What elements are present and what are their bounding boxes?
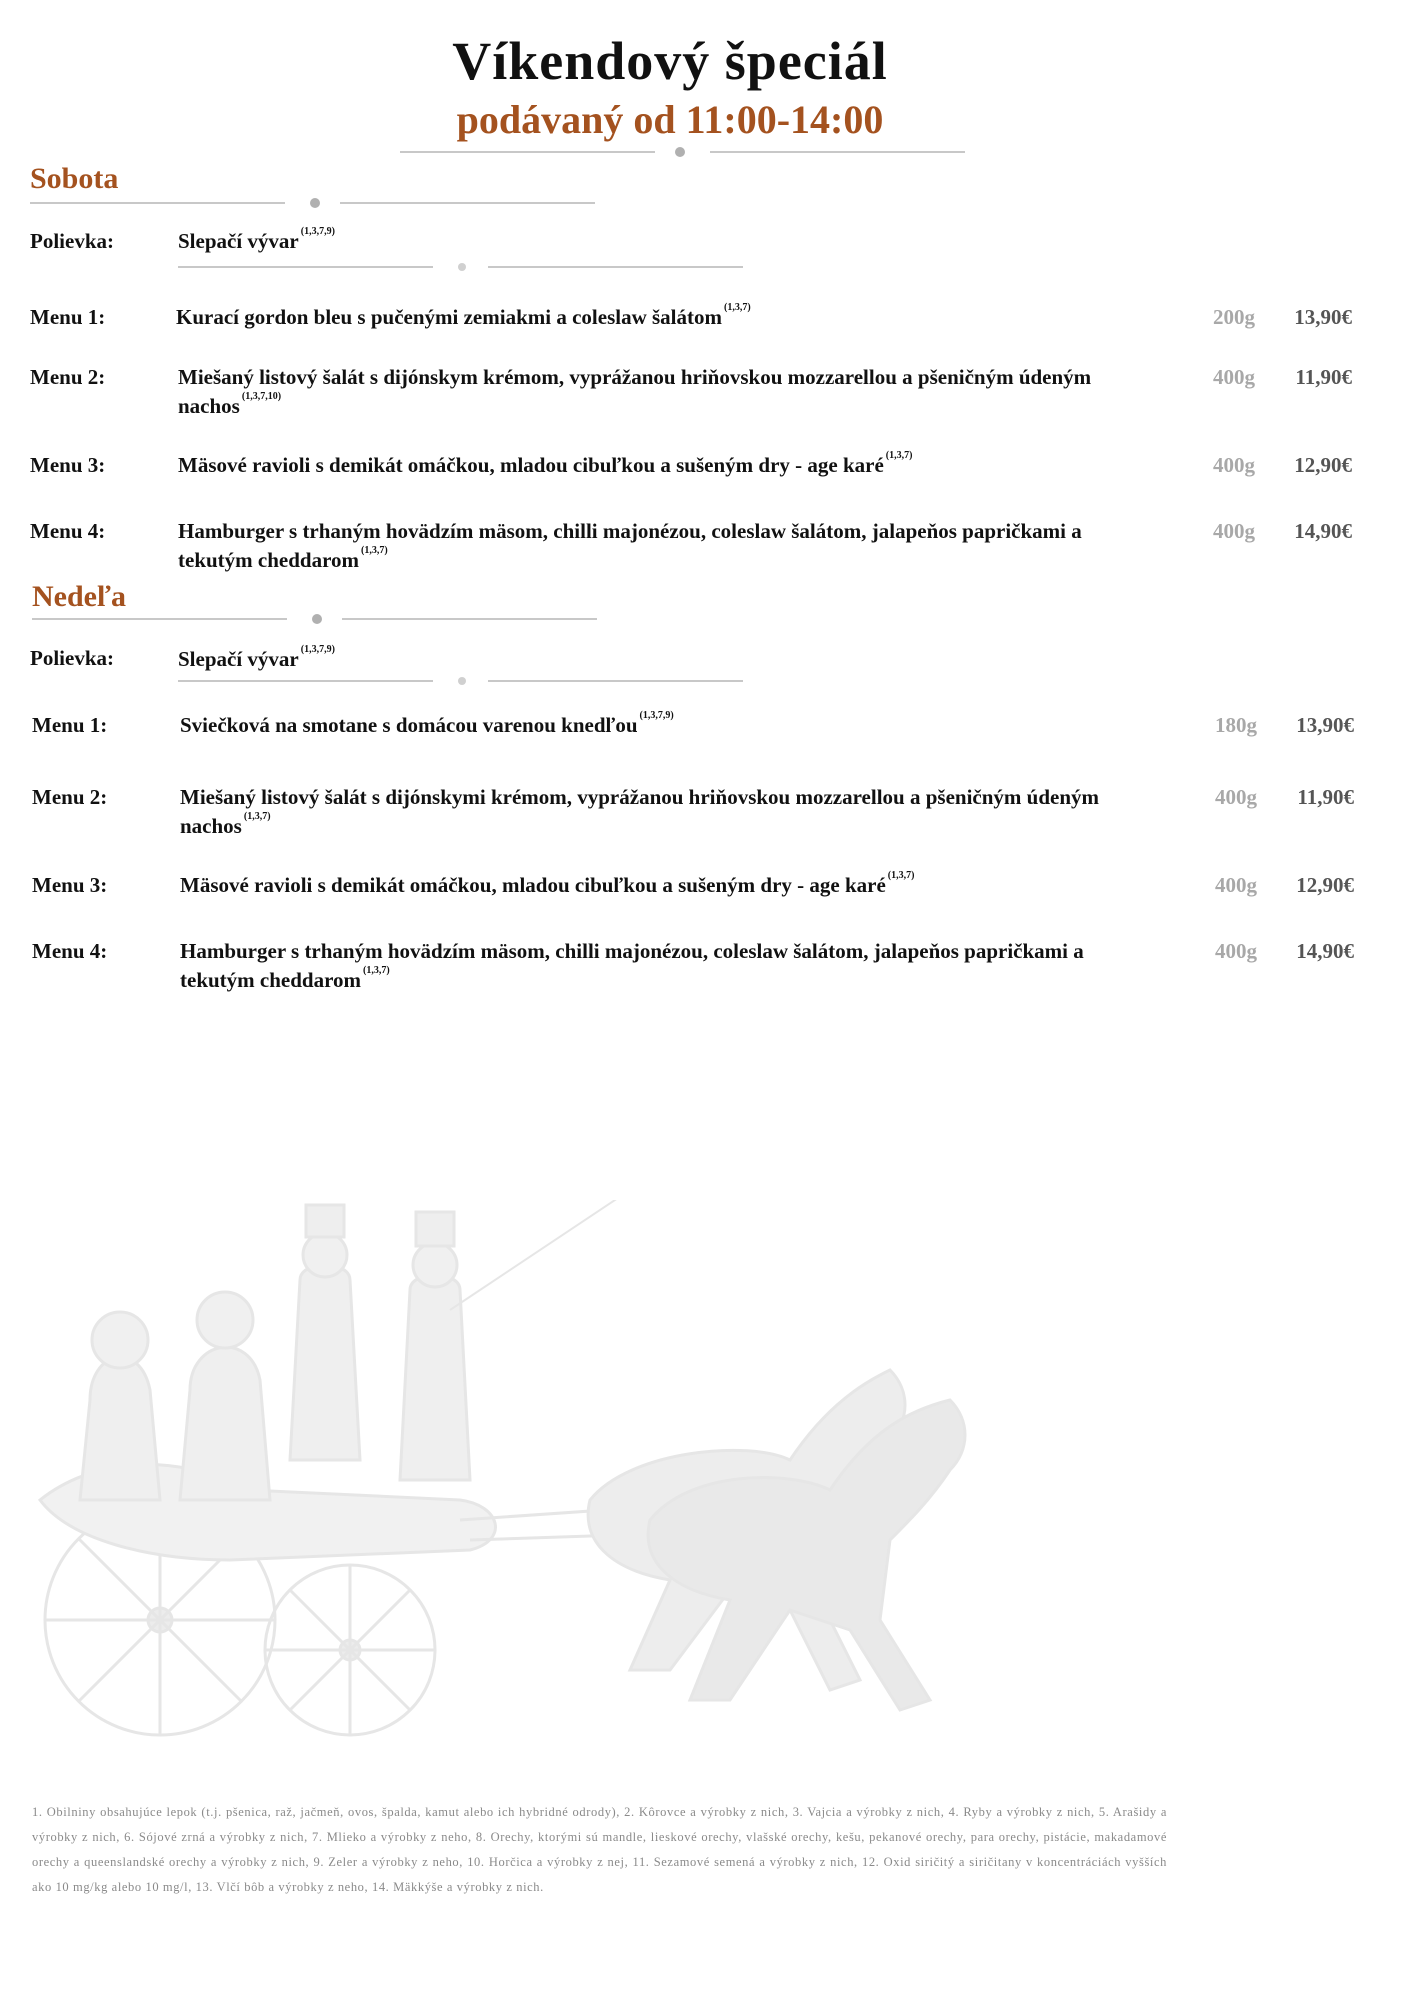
menu-label: Menu 3: xyxy=(30,453,106,477)
allergen-codes: (1,3,7) xyxy=(361,545,388,556)
menu-description: Sviečková na smotane s domácou varenou knedľou $^{(1,3,7,9)}$ xyxy=(180,710,674,737)
soup-label: Polievka: xyxy=(30,646,114,670)
allergen-codes: (1,3,7) xyxy=(885,450,913,461)
menu-price: 13,90€ xyxy=(1296,713,1354,737)
menu-price: 12,90€ xyxy=(1294,453,1352,477)
soup-divider xyxy=(178,680,748,682)
allergen-codes: (1,3,7) xyxy=(723,302,751,313)
allergen-codes: (1,3,7) xyxy=(887,870,915,881)
allergen-codes: (1,3,7,10) xyxy=(241,391,282,402)
day-heading-sunday: Nedeľa xyxy=(32,580,127,613)
soup-name: Slepačí vývar $^{(1,3,7,9)}$ xyxy=(178,644,335,671)
menu-description: Kurací gordon bleu s pučenými zemiakmi a coleslaw šalátom $^{(1,3,7)}$ xyxy=(176,302,751,329)
menu-label: Menu 4: xyxy=(32,939,108,963)
menu-description: Mäsové ravioli s demikát omáčkou, mladou cibuľkou a sušeným dry - age karé $^{(1,3,7)}$ xyxy=(180,870,915,897)
serving-time: podávaný od 11:00-14:00 xyxy=(456,97,884,142)
menu-label: Menu 2: xyxy=(30,365,106,389)
soup-label: Polievka: xyxy=(30,229,114,253)
menu-weight: 400g xyxy=(1213,365,1255,389)
menu-description: Mäsové ravioli s demikát omáčkou, mladou cibuľkou a sušeným dry - age karé $^{(1,3,7)}$ xyxy=(178,450,913,477)
allergen-legend: 1. Obilniny obsahujúce lepok (t.j. pšenica, raž, jačmeň, ovos, špalda, kamut alebo ich hybridné odrody), 2. Kôrovce a výrobky z nich, 3. Vajcia a výrobky z nich, 4. Ryby a výrobky z nich, 5. Arašidy a výrobky z nich, 6. Sójové zrná a výrobky z nich, 7. Mlieko a výrobky z neho, 8. Orechy, ktorými sú mandle, lieskové orechy, vlašské orechy, kešu, pekanové orechy, para orechy, pistácie, makadamové orechy a queenslandské orechy a výrobky z nich, 9. Zeler a výrobky z neho, 10. Horčica a výrobky z nej, 11. Sezamové semená a výrobky z nich, 12. Oxid siričitý a siričitany v koncentráciách vyšších ako 10 mg/kg alebo 10 mg/l, 13. Vlčí bôb a výrobky z neho, 14. Mäkkýše a výrobky z nich. xyxy=(32,1805,1167,1894)
allergen-codes: (1,3,7) xyxy=(243,811,271,822)
menu-weight: 400g xyxy=(1215,785,1257,809)
menu-label: Menu 4: xyxy=(30,519,106,543)
menu-weight: 400g xyxy=(1213,519,1255,543)
menu-price: 14,90€ xyxy=(1294,519,1352,543)
soup-divider xyxy=(178,266,748,268)
menu-weight: 400g xyxy=(1215,873,1257,897)
menu-label: Menu 1: xyxy=(32,713,108,737)
allergen-codes: (1,3,7,9) xyxy=(300,644,335,655)
menu-label: Menu 1: xyxy=(30,305,106,329)
menu-description: Hamburger s trhaným hovädzím mäsom, chilli majonézou, coleslaw šalátom, jalapeňos papričkami a tekutým cheddarom $^{(1,3,7)}$ xyxy=(180,939,1084,992)
menu-price: 14,90€ xyxy=(1296,939,1354,963)
day-divider xyxy=(32,618,602,620)
menu-label: Menu 3: xyxy=(32,873,108,897)
menu-price: 11,90€ xyxy=(1297,785,1354,809)
menu-weight: 400g xyxy=(1213,453,1255,477)
menu-description: Miešaný listový šalát s dijónskym krémom, vyprážanou hriňovskou mozzarellou a pšeničným údeným nachos $^{(1,3,7,10)}$ xyxy=(178,365,1092,418)
horse-carriage-illustration xyxy=(30,1200,1010,1790)
soup-name: Slepačí vývar $^{(1,3,7,9)}$ xyxy=(178,226,335,253)
menu-description: Miešaný listový šalát s dijónskymi krémom, vyprážanou hriňovskou mozzarellou a pšeničným údeným nachos $^{(1,3,7)}$ xyxy=(180,785,1100,838)
day-divider xyxy=(30,202,600,204)
menu-label: Menu 2: xyxy=(32,785,108,809)
allergen-codes: (1,3,7) xyxy=(363,965,390,976)
menu-price: 12,90€ xyxy=(1296,873,1354,897)
menu-price: 11,90€ xyxy=(1295,365,1352,389)
allergen-codes: (1,3,7,9) xyxy=(300,226,335,237)
allergen-codes: (1,3,7,9) xyxy=(639,710,674,721)
menu-price: 13,90€ xyxy=(1294,305,1352,329)
day-heading-saturday: Sobota xyxy=(30,162,119,195)
page-title: Víkendový špeciál xyxy=(452,31,888,91)
menu-description: Hamburger s trhaným hovädzím mäsom, chilli majonézou, coleslaw šalátom, jalapeňos papričkami a tekutým cheddarom $^{(1,3,7)}$ xyxy=(178,519,1082,572)
menu-weight: 400g xyxy=(1215,939,1257,963)
menu-weight: 200g xyxy=(1213,305,1255,329)
title-divider xyxy=(400,151,960,153)
menu-weight: 180g xyxy=(1215,713,1257,737)
